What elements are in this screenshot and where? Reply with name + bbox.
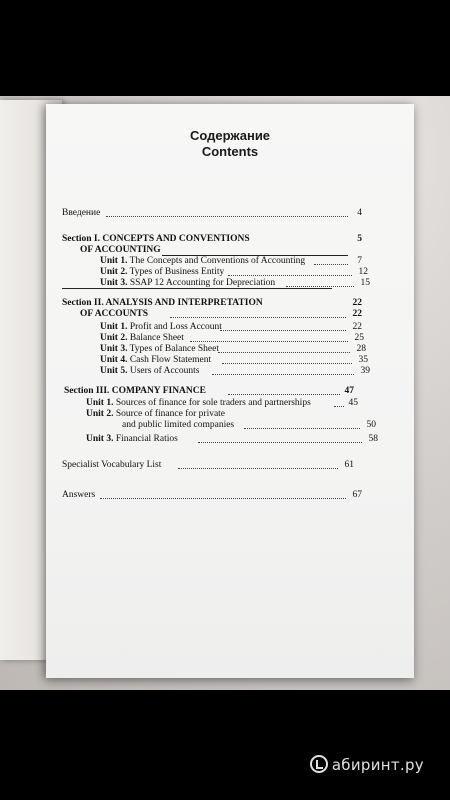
toc-section-label: Section I. CONCEPTS AND CONVENTIONS: [62, 234, 250, 244]
toc-row: [100, 333, 364, 344]
toc-label: and public limited companies: [122, 420, 235, 430]
toc-page: 39: [360, 366, 370, 376]
toc-label: Answers: [62, 490, 96, 500]
toc-page: 7: [357, 256, 362, 266]
unit-number: Unit 2.: [100, 333, 128, 343]
toc-label: Balance Sheet: [129, 333, 184, 343]
toc-label: Cash Flow Statement: [129, 355, 212, 365]
toc-label: Types of Business Entity: [129, 267, 225, 277]
toc-label: SSAP 12 Accounting for Depreciation: [129, 278, 276, 288]
toc-page: 28: [356, 344, 366, 354]
toc-page: 5: [357, 234, 362, 244]
toc-page: 22: [352, 322, 362, 332]
toc-page: 15: [360, 278, 370, 288]
toc-row: [100, 256, 362, 267]
toc-page: 45: [348, 398, 358, 408]
toc-label: Sources of finance for sole traders and partnerships: [115, 398, 311, 408]
toc-row: [62, 208, 362, 219]
toc-row: [86, 398, 358, 409]
toc-page: 12: [358, 267, 368, 277]
toc-section-row: [62, 234, 362, 245]
toc-page: 50: [366, 420, 376, 430]
toc-section-label: Section II. ANALYSIS AND INTERPRETATION: [62, 298, 263, 308]
toc-label: Profit and Loss Account: [129, 322, 222, 332]
watermark: [310, 755, 424, 774]
toc-page: 47: [344, 386, 354, 396]
toc-label: Types of Balance Sheet: [129, 344, 219, 354]
title-en: Contents: [201, 144, 259, 159]
toc-section-label: OF ACCOUNTS: [80, 309, 149, 319]
toc-page: 25: [354, 333, 364, 343]
toc-label: Введение: [62, 208, 101, 218]
toc-page: 67: [352, 490, 362, 500]
toc-section-label: OF ACCOUNTING: [80, 245, 161, 255]
unit-number: Unit 2.: [100, 267, 128, 277]
toc-page: 35: [358, 355, 368, 365]
unit-number: Unit 3.: [86, 434, 114, 444]
unit-number: Unit 1.: [86, 398, 114, 408]
toc-row: [100, 355, 368, 366]
toc-label: Financial Ratios: [115, 434, 178, 444]
toc-label: The Concepts and Conventions of Accounting: [129, 256, 306, 266]
toc-section-row: [62, 298, 362, 309]
toc-row: [86, 434, 378, 445]
unit-number: Unit 4.: [100, 355, 128, 365]
toc-page: 22: [352, 309, 362, 319]
toc-row: [62, 490, 362, 501]
unit-number: Unit 1.: [100, 322, 128, 332]
unit-number: Unit 2.: [86, 409, 114, 419]
unit-number: Unit 5.: [100, 366, 128, 376]
toc-page: 58: [368, 434, 378, 444]
watermark-text: абиринт.ру: [331, 756, 424, 774]
title-ru: Содержание: [189, 128, 271, 143]
toc-section-row: [80, 309, 362, 320]
toc-label: Users of Accounts: [129, 366, 200, 376]
toc-row: [100, 344, 366, 355]
book-page: [46, 104, 414, 678]
unit-number: Unit 3.: [100, 344, 128, 354]
toc-section-label: Section III. COMPANY FINANCE: [64, 386, 206, 396]
toc-row: [122, 420, 376, 431]
toc-page: 4: [357, 208, 362, 218]
labirint-logo-icon: [310, 755, 328, 773]
unit-number: Unit 3.: [100, 278, 128, 288]
toc-row: [86, 409, 358, 420]
toc-row: [100, 366, 370, 377]
toc-section-row: [64, 386, 354, 397]
toc-row: [100, 322, 362, 333]
toc-label: Source of finance for private: [115, 409, 226, 419]
toc-row: [62, 460, 354, 471]
toc-row: [100, 267, 368, 278]
unit-number: Unit 1.: [100, 256, 128, 266]
toc-page: 22: [352, 298, 362, 308]
toc-label: Specialist Vocabulary List: [62, 460, 162, 470]
toc-page: 61: [344, 460, 354, 470]
